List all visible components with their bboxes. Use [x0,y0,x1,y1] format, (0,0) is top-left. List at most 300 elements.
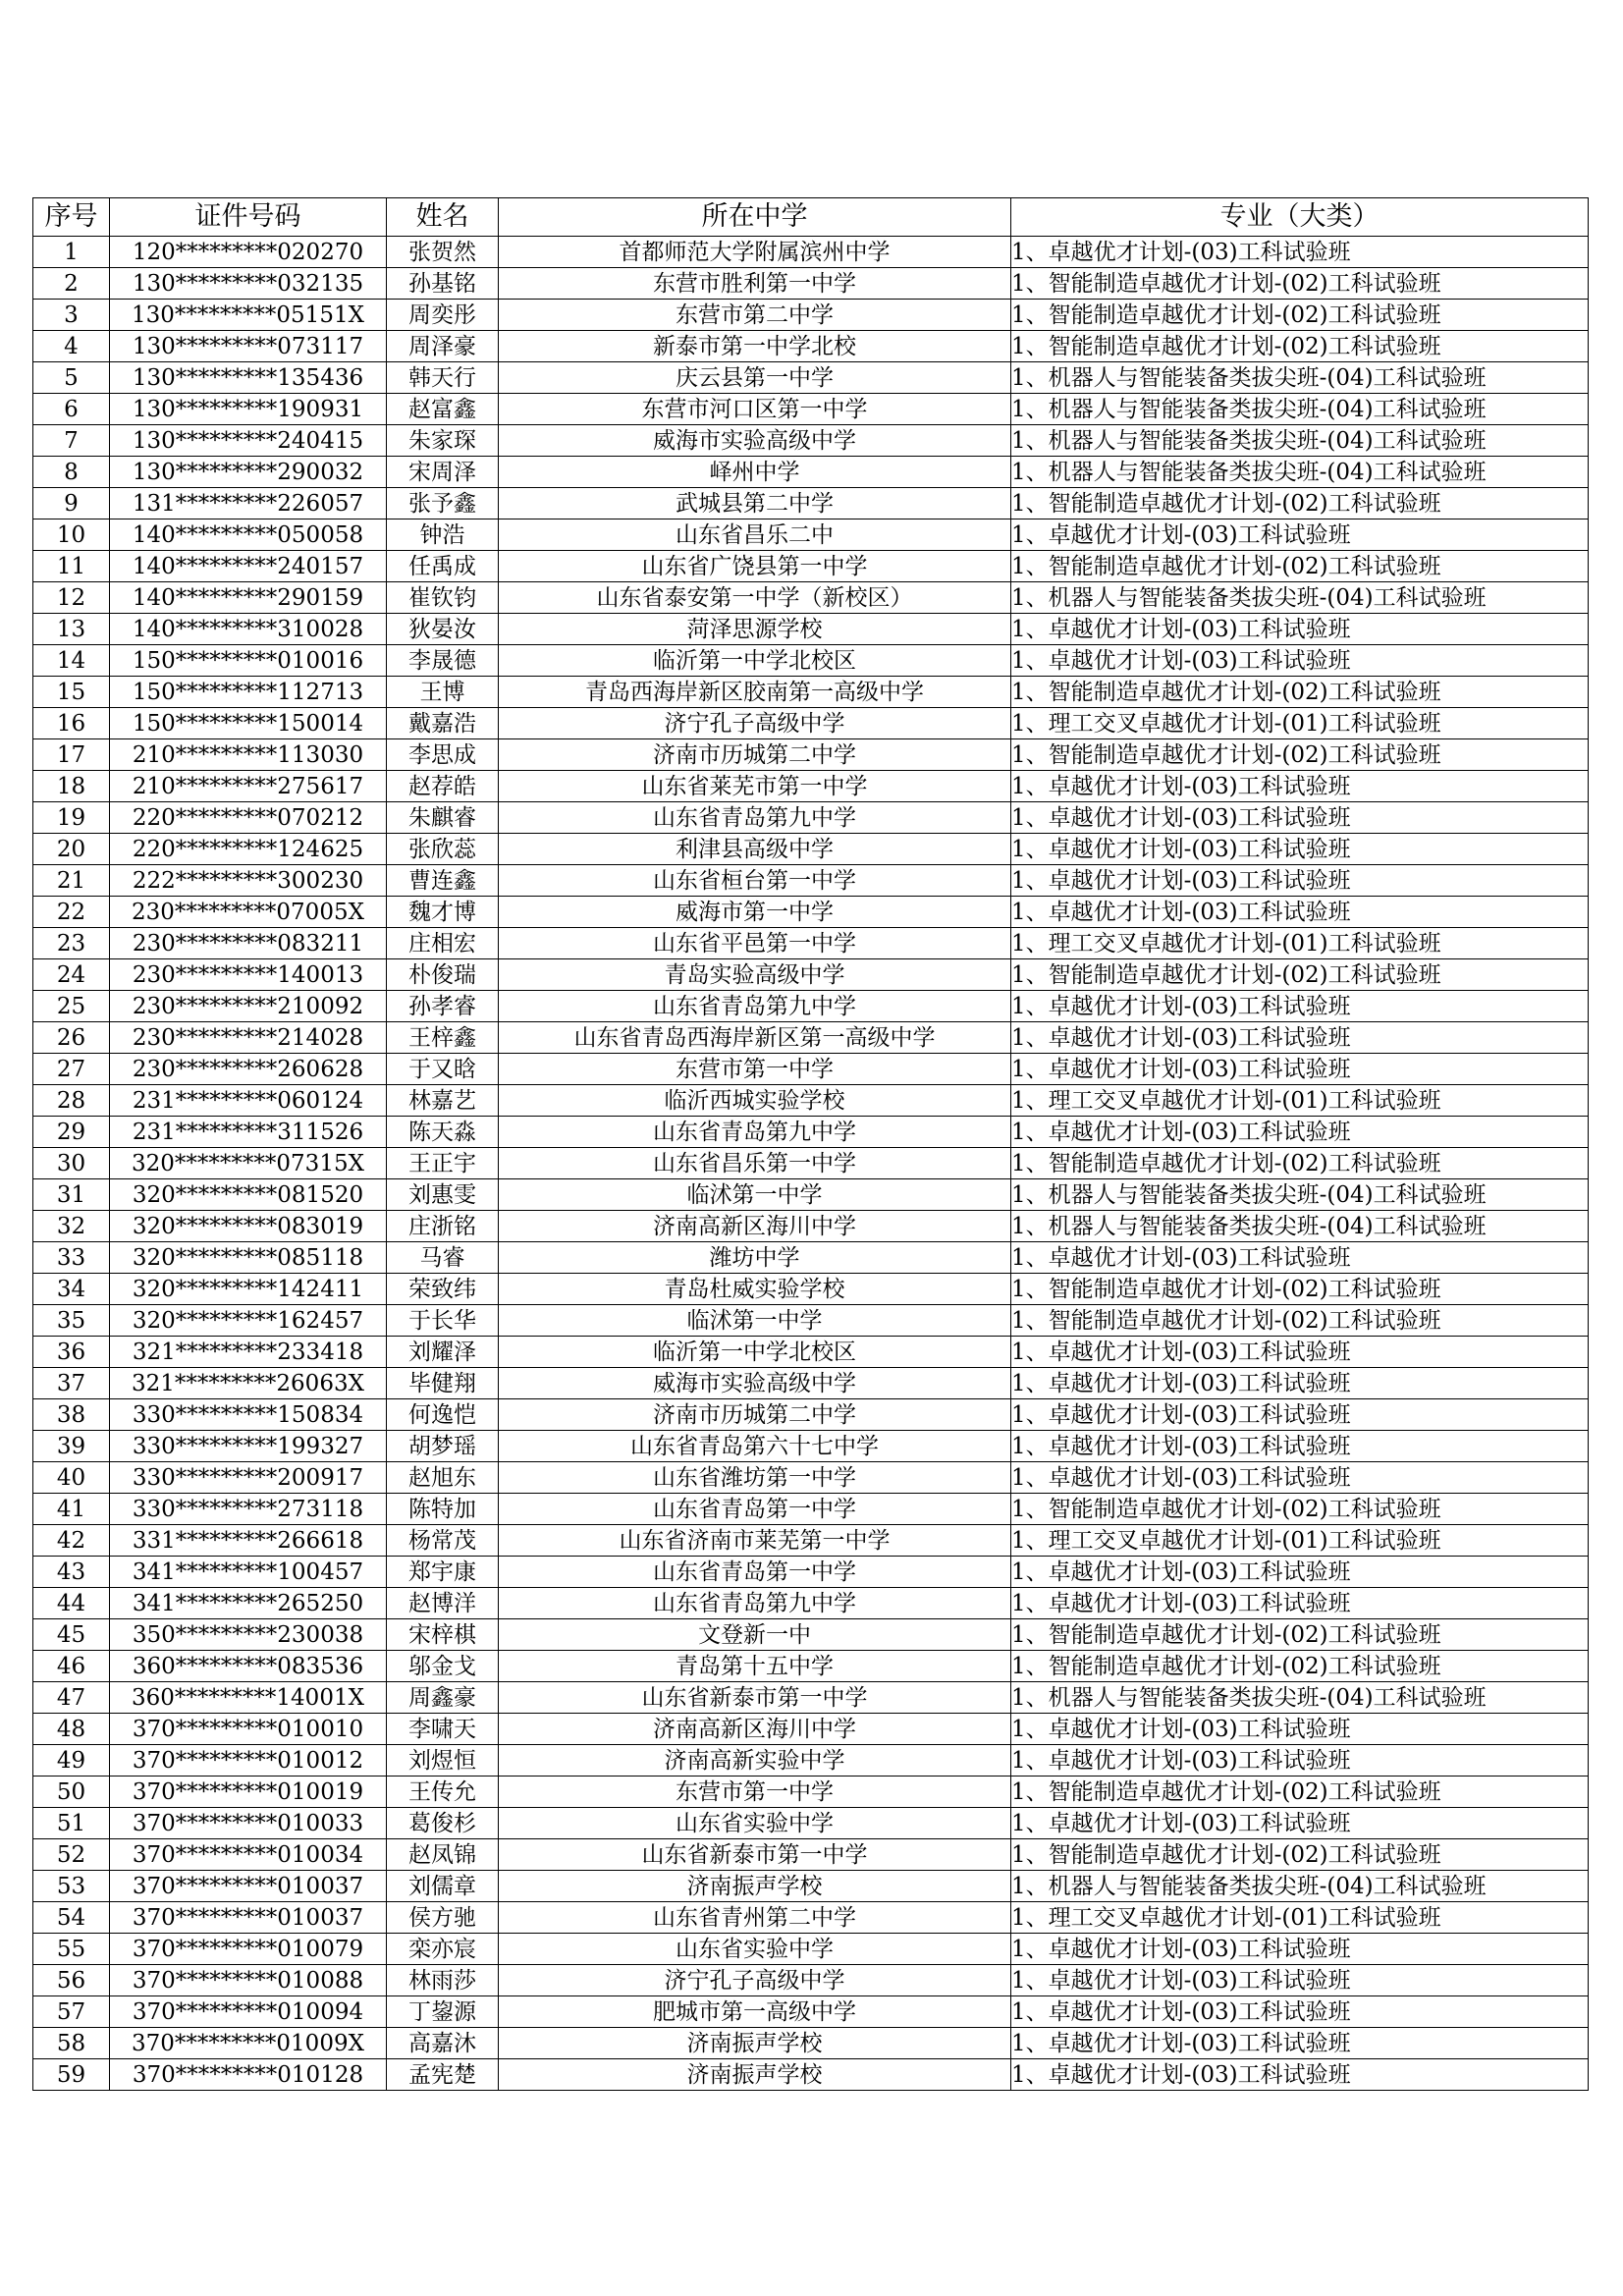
cell-name: 朴俊瑞 [387,959,499,991]
cell-id: 222*********300230 [110,865,387,897]
cell-major: 1、智能制造卓越优才计划-(02)工科试验班 [1011,1651,1589,1682]
cell-school: 山东省青岛第一中学 [499,1494,1011,1525]
cell-no: 35 [33,1305,110,1337]
cell-name: 朱家琛 [387,425,499,457]
cell-school: 山东省昌乐二中 [499,519,1011,551]
cell-no: 30 [33,1148,110,1179]
table-row [33,394,1589,425]
cell-id: 320*********083019 [110,1211,387,1242]
cell-no: 52 [33,1839,110,1871]
table-row [33,1651,1589,1682]
table-row [33,645,1589,677]
cell-school: 山东省平邑第一中学 [499,928,1011,959]
cell-no: 14 [33,645,110,677]
cell-school: 东营市第一中学 [499,1054,1011,1085]
cell-id: 321*********233418 [110,1337,387,1368]
cell-id: 360*********083536 [110,1651,387,1682]
cell-id: 320*********085118 [110,1242,387,1274]
cell-no: 56 [33,1965,110,1996]
cell-no: 21 [33,865,110,897]
table-row [33,771,1589,802]
table-row [33,1399,1589,1431]
cell-name: 宋周泽 [387,457,499,488]
cell-school: 山东省实验中学 [499,1934,1011,1965]
cell-no: 15 [33,677,110,708]
cell-school: 山东省桓台第一中学 [499,865,1011,897]
cell-major: 1、卓越优才计划-(03)工科试验班 [1011,1965,1589,1996]
cell-school: 青岛杜威实验学校 [499,1274,1011,1305]
table-row [33,1996,1589,2028]
cell-major: 1、机器人与智能装备类拔尖班-(04)工科试验班 [1011,1179,1589,1211]
cell-no: 53 [33,1871,110,1902]
cell-major: 1、理工交叉卓越优才计划-(01)工科试验班 [1011,1085,1589,1117]
cell-id: 370*********01009X [110,2028,387,2059]
table-row [33,1525,1589,1557]
cell-name: 庄相宏 [387,928,499,959]
table-row [33,1242,1589,1274]
cell-school: 青岛第十五中学 [499,1651,1011,1682]
cell-school: 济南高新实验中学 [499,1745,1011,1777]
cell-school: 济南高新区海川中学 [499,1714,1011,1745]
cell-name: 杨常茂 [387,1525,499,1557]
table-row [33,362,1589,394]
cell-school: 济南高新区海川中学 [499,1211,1011,1242]
cell-id: 341*********100457 [110,1557,387,1588]
table-row [33,1714,1589,1745]
cell-school: 山东省泰安第一中学（新校区） [499,582,1011,614]
table-row [33,614,1589,645]
cell-name: 于长华 [387,1305,499,1337]
table-row [33,1462,1589,1494]
cell-major: 1、智能制造卓越优才计划-(02)工科试验班 [1011,300,1589,331]
cell-major: 1、智能制造卓越优才计划-(02)工科试验班 [1011,488,1589,519]
cell-name: 刘耀泽 [387,1337,499,1368]
cell-major: 1、理工交叉卓越优才计划-(01)工科试验班 [1011,1525,1589,1557]
cell-major: 1、卓越优才计划-(03)工科试验班 [1011,237,1589,268]
cell-school: 山东省青岛第九中学 [499,802,1011,834]
cell-no: 47 [33,1682,110,1714]
cell-id: 230*********260628 [110,1054,387,1085]
cell-school: 山东省青岛第九中学 [499,1117,1011,1148]
table-row [33,1682,1589,1714]
cell-id: 320*********07315X [110,1148,387,1179]
cell-school: 威海市实验高级中学 [499,1368,1011,1399]
cell-id: 330*********150834 [110,1399,387,1431]
cell-id: 230*********083211 [110,928,387,959]
cell-school: 临沂西城实验学校 [499,1085,1011,1117]
table-row [33,1274,1589,1305]
cell-name: 刘儒章 [387,1871,499,1902]
cell-major: 1、卓越优才计划-(03)工科试验班 [1011,1242,1589,1274]
cell-name: 周奕彤 [387,300,499,331]
cell-major: 1、卓越优才计划-(03)工科试验班 [1011,1022,1589,1054]
header-major: 专业（大类） [1011,198,1589,237]
cell-id: 230*********07005X [110,897,387,928]
cell-id: 150*********112713 [110,677,387,708]
cell-name: 狄晏汝 [387,614,499,645]
cell-no: 8 [33,457,110,488]
cell-no: 16 [33,708,110,739]
cell-school: 临沂第一中学北校区 [499,1337,1011,1368]
cell-name: 陈天淼 [387,1117,499,1148]
cell-major: 1、卓越优才计划-(03)工科试验班 [1011,1117,1589,1148]
cell-name: 于又晗 [387,1054,499,1085]
cell-major: 1、智能制造卓越优才计划-(02)工科试验班 [1011,331,1589,362]
table-row [33,1211,1589,1242]
cell-major: 1、卓越优才计划-(03)工科试验班 [1011,614,1589,645]
cell-name: 陈特加 [387,1494,499,1525]
cell-major: 1、智能制造卓越优才计划-(02)工科试验班 [1011,739,1589,771]
cell-id: 140*********050058 [110,519,387,551]
cell-no: 6 [33,394,110,425]
cell-id: 370*********010019 [110,1777,387,1808]
cell-major: 1、卓越优才计划-(03)工科试验班 [1011,1996,1589,2028]
cell-id: 330*********273118 [110,1494,387,1525]
cell-school: 东营市第一中学 [499,1777,1011,1808]
cell-school: 新泰市第一中学北校 [499,331,1011,362]
cell-major: 1、智能制造卓越优才计划-(02)工科试验班 [1011,1148,1589,1179]
table-row [33,457,1589,488]
cell-name: 李啸天 [387,1714,499,1745]
cell-id: 370*********010094 [110,1996,387,2028]
table-row [33,2028,1589,2059]
cell-school: 威海市第一中学 [499,897,1011,928]
cell-no: 11 [33,551,110,582]
cell-school: 济宁孔子高级中学 [499,708,1011,739]
cell-name: 孙基铭 [387,268,499,300]
table-row [33,928,1589,959]
cell-id: 370*********010012 [110,1745,387,1777]
cell-id: 370*********010034 [110,1839,387,1871]
header-name: 姓名 [387,198,499,237]
cell-id: 130*********190931 [110,394,387,425]
table-row [33,1179,1589,1211]
cell-school: 首都师范大学附属滨州中学 [499,237,1011,268]
cell-school: 济南振声学校 [499,1871,1011,1902]
cell-name: 侯方驰 [387,1902,499,1934]
cell-major: 1、卓越优才计划-(03)工科试验班 [1011,519,1589,551]
table-row [33,1777,1589,1808]
table-row [33,802,1589,834]
table-row [33,1557,1589,1588]
cell-school: 山东省青岛第九中学 [499,991,1011,1022]
cell-no: 27 [33,1054,110,1085]
cell-name: 钟浩 [387,519,499,551]
cell-no: 34 [33,1274,110,1305]
table-row [33,1839,1589,1871]
cell-major: 1、机器人与智能装备类拔尖班-(04)工科试验班 [1011,582,1589,614]
cell-major: 1、智能制造卓越优才计划-(02)工科试验班 [1011,1274,1589,1305]
cell-no: 43 [33,1557,110,1588]
cell-no: 33 [33,1242,110,1274]
table-row [33,1808,1589,1839]
table-row [33,1117,1589,1148]
cell-school: 济宁孔子高级中学 [499,1965,1011,1996]
cell-major: 1、机器人与智能装备类拔尖班-(04)工科试验班 [1011,457,1589,488]
cell-no: 40 [33,1462,110,1494]
cell-no: 26 [33,1022,110,1054]
table-row [33,1934,1589,1965]
cell-no: 3 [33,300,110,331]
cell-id: 150*********010016 [110,645,387,677]
cell-id: 230*********140013 [110,959,387,991]
cell-name: 韩天行 [387,362,499,394]
cell-no: 46 [33,1651,110,1682]
cell-no: 17 [33,739,110,771]
cell-school: 济南市历城第二中学 [499,1399,1011,1431]
cell-id: 130*********073117 [110,331,387,362]
table-row [33,1368,1589,1399]
cell-major: 1、智能制造卓越优才计划-(02)工科试验班 [1011,1494,1589,1525]
table-row [33,865,1589,897]
cell-name: 魏才博 [387,897,499,928]
cell-name: 张欣蕊 [387,834,499,865]
cell-no: 55 [33,1934,110,1965]
cell-name: 刘惠雯 [387,1179,499,1211]
cell-name: 王传允 [387,1777,499,1808]
table-row [33,1431,1589,1462]
cell-major: 1、理工交叉卓越优才计划-(01)工科试验班 [1011,1902,1589,1934]
cell-name: 孟宪楚 [387,2059,499,2091]
cell-major: 1、卓越优才计划-(03)工科试验班 [1011,1368,1589,1399]
cell-id: 130*********135436 [110,362,387,394]
table-header-row [33,198,1589,237]
cell-id: 130*********240415 [110,425,387,457]
cell-no: 51 [33,1808,110,1839]
table-row [33,1494,1589,1525]
cell-major: 1、卓越优才计划-(03)工科试验班 [1011,1588,1589,1619]
cell-major: 1、卓越优才计划-(03)工科试验班 [1011,1054,1589,1085]
table-row [33,551,1589,582]
cell-name: 刘煜恒 [387,1745,499,1777]
cell-major: 1、智能制造卓越优才计划-(02)工科试验班 [1011,1305,1589,1337]
cell-school: 庆云县第一中学 [499,362,1011,394]
cell-name: 曹连鑫 [387,865,499,897]
cell-major: 1、卓越优才计划-(03)工科试验班 [1011,1462,1589,1494]
cell-name: 栾亦宸 [387,1934,499,1965]
table-row [33,959,1589,991]
cell-no: 13 [33,614,110,645]
cell-school: 山东省潍坊第一中学 [499,1462,1011,1494]
cell-school: 济南振声学校 [499,2028,1011,2059]
cell-name: 李思成 [387,739,499,771]
cell-id: 130*********05151X [110,300,387,331]
cell-id: 370*********010033 [110,1808,387,1839]
cell-no: 41 [33,1494,110,1525]
cell-no: 38 [33,1399,110,1431]
cell-no: 32 [33,1211,110,1242]
table-row [33,237,1589,268]
cell-school: 山东省青州第二中学 [499,1902,1011,1934]
cell-school: 山东省莱芜市第一中学 [499,771,1011,802]
cell-id: 140*********310028 [110,614,387,645]
cell-name: 赵富鑫 [387,394,499,425]
cell-no: 19 [33,802,110,834]
cell-major: 1、机器人与智能装备类拔尖班-(04)工科试验班 [1011,1871,1589,1902]
cell-name: 林雨莎 [387,1965,499,1996]
table-row [33,1022,1589,1054]
cell-id: 230*********214028 [110,1022,387,1054]
cell-major: 1、卓越优才计划-(03)工科试验班 [1011,834,1589,865]
cell-school: 山东省青岛第六十七中学 [499,1431,1011,1462]
cell-id: 140*********240157 [110,551,387,582]
cell-id: 210*********275617 [110,771,387,802]
cell-major: 1、卓越优才计划-(03)工科试验班 [1011,1714,1589,1745]
cell-school: 山东省青岛西海岸新区第一高级中学 [499,1022,1011,1054]
cell-major: 1、智能制造卓越优才计划-(02)工科试验班 [1011,677,1589,708]
cell-major: 1、机器人与智能装备类拔尖班-(04)工科试验班 [1011,362,1589,394]
cell-no: 44 [33,1588,110,1619]
cell-no: 20 [33,834,110,865]
cell-name: 张予鑫 [387,488,499,519]
cell-school: 威海市实验高级中学 [499,425,1011,457]
table-row [33,1148,1589,1179]
cell-id: 220*********124625 [110,834,387,865]
cell-no: 48 [33,1714,110,1745]
cell-name: 任禹成 [387,551,499,582]
table-row [33,1871,1589,1902]
cell-id: 360*********14001X [110,1682,387,1714]
cell-name: 周鑫豪 [387,1682,499,1714]
cell-id: 210*********113030 [110,739,387,771]
header-id: 证件号码 [110,198,387,237]
cell-school: 武城县第二中学 [499,488,1011,519]
cell-no: 18 [33,771,110,802]
cell-id: 330*********200917 [110,1462,387,1494]
admission-list-table [32,197,1589,2091]
cell-major: 1、卓越优才计划-(03)工科试验班 [1011,1808,1589,1839]
cell-no: 54 [33,1902,110,1934]
cell-school: 山东省广饶县第一中学 [499,551,1011,582]
cell-major: 1、卓越优才计划-(03)工科试验班 [1011,1399,1589,1431]
cell-name: 葛俊杉 [387,1808,499,1839]
cell-major: 1、卓越优才计划-(03)工科试验班 [1011,2028,1589,2059]
cell-no: 28 [33,1085,110,1117]
cell-major: 1、卓越优才计划-(03)工科试验班 [1011,1934,1589,1965]
table-row [33,1965,1589,1996]
cell-school: 山东省新泰市第一中学 [499,1839,1011,1871]
cell-name: 庄浙铭 [387,1211,499,1242]
cell-name: 王正宇 [387,1148,499,1179]
cell-name: 胡梦瑶 [387,1431,499,1462]
cell-school: 山东省济南市莱芜第一中学 [499,1525,1011,1557]
cell-school: 山东省新泰市第一中学 [499,1682,1011,1714]
cell-major: 1、卓越优才计划-(03)工科试验班 [1011,2059,1589,2091]
cell-name: 孙孝睿 [387,991,499,1022]
table-body [33,237,1589,2091]
cell-major: 1、智能制造卓越优才计划-(02)工科试验班 [1011,268,1589,300]
cell-school: 山东省实验中学 [499,1808,1011,1839]
cell-school: 利津县高级中学 [499,834,1011,865]
cell-school: 东营市胜利第一中学 [499,268,1011,300]
table-row [33,268,1589,300]
cell-major: 1、卓越优才计划-(03)工科试验班 [1011,1557,1589,1588]
table-row [33,708,1589,739]
cell-major: 1、智能制造卓越优才计划-(02)工科试验班 [1011,959,1589,991]
cell-school: 临沭第一中学 [499,1179,1011,1211]
cell-no: 29 [33,1117,110,1148]
table-row [33,739,1589,771]
cell-no: 7 [33,425,110,457]
cell-name: 荣致纬 [387,1274,499,1305]
cell-id: 331*********266618 [110,1525,387,1557]
cell-major: 1、智能制造卓越优才计划-(02)工科试验班 [1011,551,1589,582]
cell-id: 231*********060124 [110,1085,387,1117]
table-row [33,300,1589,331]
cell-no: 50 [33,1777,110,1808]
cell-id: 231*********311526 [110,1117,387,1148]
table-row [33,897,1589,928]
cell-major: 1、卓越优才计划-(03)工科试验班 [1011,865,1589,897]
cell-school: 东营市河口区第一中学 [499,394,1011,425]
cell-school: 肥城市第一高级中学 [499,1996,1011,2028]
cell-major: 1、卓越优才计划-(03)工科试验班 [1011,645,1589,677]
header-no: 序号 [33,198,110,237]
cell-name: 宋梓棋 [387,1619,499,1651]
table-row [33,331,1589,362]
cell-name: 张贺然 [387,237,499,268]
cell-no: 2 [33,268,110,300]
cell-name: 丁鋆源 [387,1996,499,2028]
cell-id: 370*********010037 [110,1871,387,1902]
cell-school: 青岛西海岸新区胶南第一高级中学 [499,677,1011,708]
cell-name: 郑宇康 [387,1557,499,1588]
table-row [33,519,1589,551]
cell-no: 49 [33,1745,110,1777]
cell-name: 林嘉艺 [387,1085,499,1117]
cell-name: 毕健翔 [387,1368,499,1399]
cell-school: 山东省昌乐第一中学 [499,1148,1011,1179]
cell-id: 321*********26063X [110,1368,387,1399]
table-row [33,1588,1589,1619]
cell-school: 济南振声学校 [499,2059,1011,2091]
cell-school: 临沭第一中学 [499,1305,1011,1337]
cell-school: 文登新一中 [499,1619,1011,1651]
cell-school: 青岛实验高级中学 [499,959,1011,991]
cell-no: 45 [33,1619,110,1651]
cell-major: 1、智能制造卓越优才计划-(02)工科试验班 [1011,1777,1589,1808]
cell-no: 36 [33,1337,110,1368]
cell-major: 1、理工交叉卓越优才计划-(01)工科试验班 [1011,708,1589,739]
table-row [33,834,1589,865]
cell-id: 330*********199327 [110,1431,387,1462]
cell-school: 潍坊中学 [499,1242,1011,1274]
cell-id: 220*********070212 [110,802,387,834]
cell-major: 1、机器人与智能装备类拔尖班-(04)工科试验班 [1011,1211,1589,1242]
cell-major: 1、机器人与智能装备类拔尖班-(04)工科试验班 [1011,1682,1589,1714]
cell-major: 1、智能制造卓越优才计划-(02)工科试验班 [1011,1619,1589,1651]
cell-id: 370*********010010 [110,1714,387,1745]
cell-no: 4 [33,331,110,362]
cell-name: 高嘉沐 [387,2028,499,2059]
cell-no: 9 [33,488,110,519]
cell-id: 350*********230038 [110,1619,387,1651]
cell-no: 24 [33,959,110,991]
cell-major: 1、卓越优才计划-(03)工科试验班 [1011,802,1589,834]
cell-name: 邬金戈 [387,1651,499,1682]
table-row [33,1745,1589,1777]
cell-no: 25 [33,991,110,1022]
cell-name: 崔钦钧 [387,582,499,614]
cell-name: 朱麒睿 [387,802,499,834]
cell-name: 戴嘉浩 [387,708,499,739]
cell-id: 320*********081520 [110,1179,387,1211]
table-row [33,1902,1589,1934]
cell-name: 赵荐皓 [387,771,499,802]
cell-major: 1、卓越优才计划-(03)工科试验班 [1011,1745,1589,1777]
cell-name: 赵博洋 [387,1588,499,1619]
cell-no: 1 [33,237,110,268]
